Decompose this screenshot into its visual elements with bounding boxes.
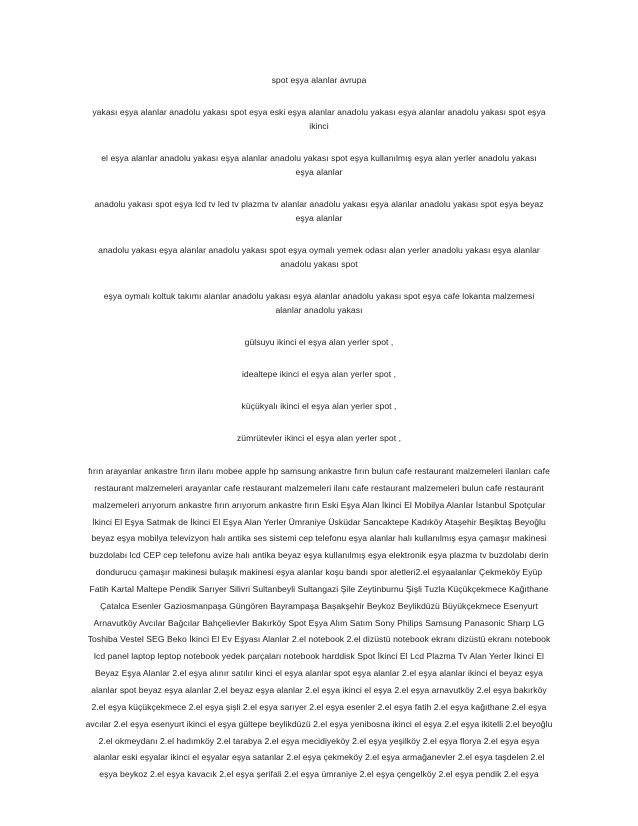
paragraph-2: el eşya alanlar anadolu yakası eşya alanlar anadolu yakası spot eşya kullanılmış eşya alan yerler anadolu yakası eşya alanlar bbox=[101, 153, 537, 177]
paragraph-4: anadolu yakası eşya alanlar anadolu yakası spot eşya oymalı yemek odası alan yerler anadolu yakası eşya alanlar anadolu yakası spot bbox=[98, 245, 540, 269]
short-line-4: zümrütevler ikinci el eşya alan yerler spot , bbox=[236, 433, 402, 443]
paragraph-5: eşya oymalı koltuk takımı alanlar anadolu yakası eşya alanlar anadolu yakası spot eşya cafe lokanta malzemesi alanlar anadolu yakası bbox=[103, 291, 535, 315]
short-line-1: gülsuyu ikinci el eşya alan yerler spot , bbox=[244, 337, 394, 347]
short-line-3: küçükyalı ikinci el eşya alan yerler spot , bbox=[241, 401, 397, 411]
keyword-block: fırın arayanlar ankastre fırın ilanı mobee apple hp samsung ankastre fırın bulun cafe restaurant malzemeleri ilanları cafe restaurant malzemeleri arayanlar cafe restaurant malzemeleri ilanı cafe restaurant malzemeleri bulun cafe restaurant malzemeleri arıyorum ankastre fırın arıyorum ankastre fırın Eski Eşya Alan İkinci El Mobilya Alanlar İstanbul Spotçular İkinci El Eşya Satmak de İkinci El Eşya Alan Yerler Ümraniye Üsküdar Sancaktepe Kadıköy Ataşehir Beşiktaş Beyoğlu beyaz eşya mobilya televizyon halı antika ses sistemi cep telefonu eşya alanlar halı kullanılmış eşya çamaşır makinesi buzdolabı lcd CEP cep telefonu avize halı antika beyaz eşya kullanılmış eşya elektronik eşya plazma tv buzdolabı derin dondurucu çamaşır makinesi bulaşık makinesi eşya alanlar koşu bandı spor aletleri2.el eşyaalanlar Çekmeköy Eyüp Fatih Kartal Maltepe Pendik Sarıyer Silivri Sultanbeyli Sultangazi Şile Zeytinburnu Şişli Tuzla Küçükçekmece Kağıthane Çatalca Esenler Gaziosmanpaşa Güngören Bayrampaşa Başakşehir Beykoz Beylikdüzü Büyükçekmece Esenyurt Arnavutköy Avcılar Bağcılar Bahçelievler Bakırköy Spot Eşya Alım Satım Sony Philips Samsung Panasonic Sharp LG Toshiba Vestel SEG Beko İkinci El Ev Eşyası Alanlar 2.el notebook 2.el dizüstü notebook ekranı dizüstü ekranı notebook lcd panel laptop leptop notebook yedek parçaları notebook harddisk Spot İkinci El Lcd Plazma Tv Alan Yerler İkinci El Beyaz Eşya Alanlar 2.el eşya alınır satılır kinci el eşya alanlar spot eşya alanlar 2.el eşya alanlar ikinci el beyaz eşya alanlar spot beyaz eşya alanlar 2.el beyaz eşya alanlar 2.el eşya ikinci el eşya 2.el eşya arnavutköy 2.el eşya bakırköy 2.el eşya küçükçekmece 2.el eşya şişli 2.el eşya sarıyer 2.el eşya esenler 2.el eşya fatih 2.el eşya kağıthane 2.el eşya avcılar 2.el eşya esenyurt ikinci el eşya gültepe beylikdüzü 2.el eşya yenibosna ikinci el eşya 2.el eşya ikitelli 2.el beyoğlu 2.el okmeydanı 2.el hadımköy 2.el tarabya 2.el eşya mecidiyeköy 2.el eşya yeşilköy 2.el eşya florya 2.el eşya eşya alanlar eski eşyalar ikinci el eşyalar eşya satanlar 2.el eşya çekmeköy 2.el eşya armağanevler 2.el eşya taşdelen 2.el eşya beykoz 2.el eşya kavacık 2.el eşya şerifali 2.el eşya ümraniye 2.el eşya çengelköy 2.el eşya pendik 2.el eşya bbox=[85, 466, 553, 780]
document-title: spot eşya alanlar avrupa bbox=[271, 75, 367, 85]
paragraph-1: yakası eşya alanlar anadolu yakası spot eşya eski eşya alanlar anadolu yakası eşya alanlar anadolu yakası spot eşya ikinci bbox=[92, 107, 546, 131]
short-line-2: idealtepe ikinci el eşya alan yerler spot , bbox=[241, 369, 397, 379]
paragraph-3: anadolu yakası spot eşya lcd tv led tv plazma tv alanlar anadolu yakası eşya alanlar anadolu yakası spot eşya beyaz eşya alanlar bbox=[94, 199, 544, 223]
